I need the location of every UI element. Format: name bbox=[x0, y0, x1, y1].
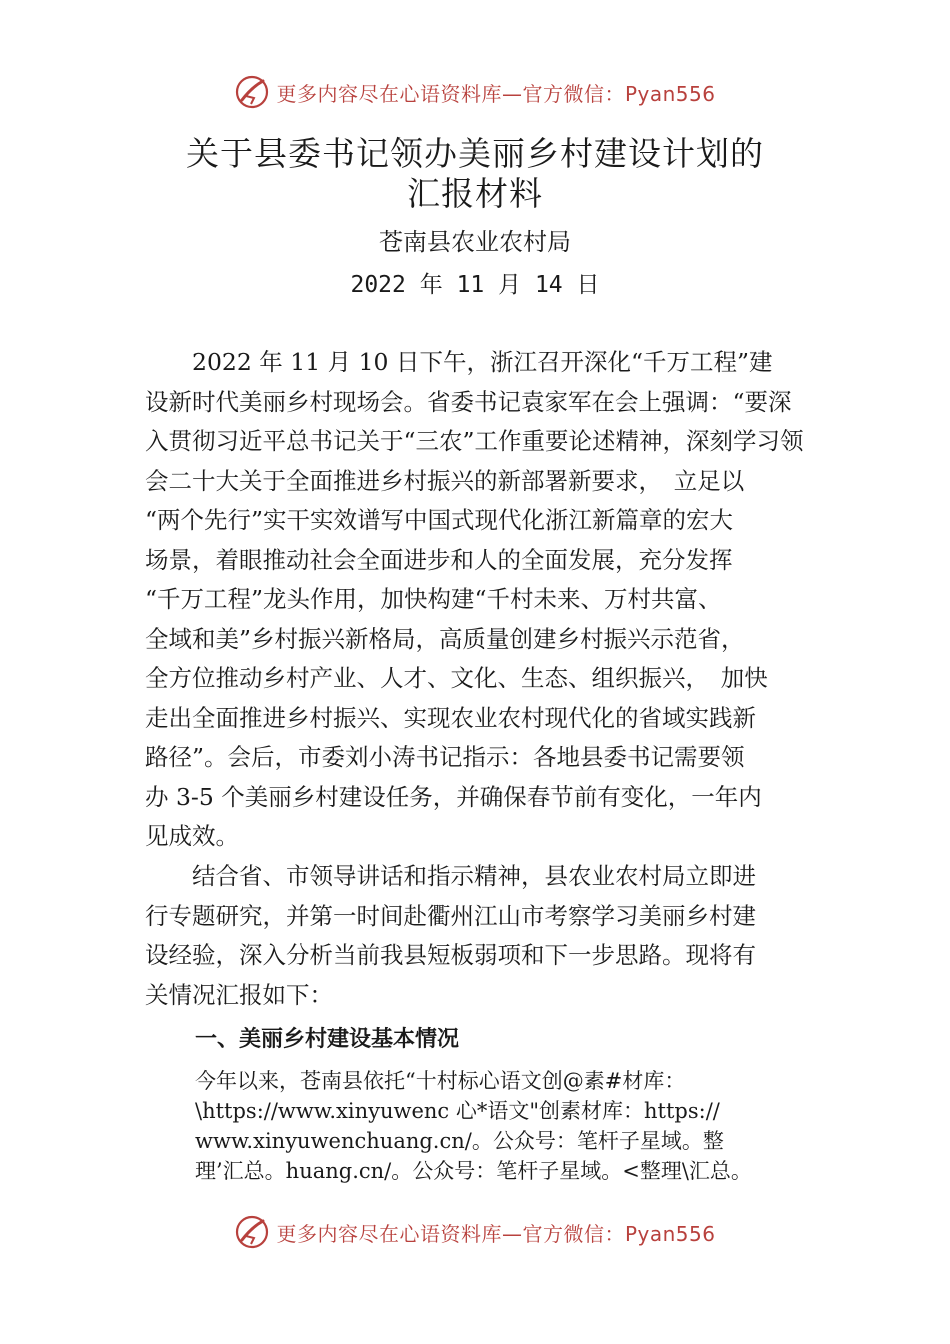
watermark-footer bbox=[0, 1212, 950, 1252]
text-line: www.xinyuwenchuang.cn/。公众号：笔杆子星域。整 bbox=[195, 1129, 724, 1153]
text-line: 结合省、市领导讲话和指示精神，县农业农村局立即进 bbox=[145, 862, 756, 890]
text-line: 会二十大关于全面推进乡村振兴的新部署新要求， 立足以 bbox=[145, 466, 745, 495]
watermark-logo-icon bbox=[234, 1214, 270, 1250]
watermark-text: 更多内容尽在心语资料库—官方微信：Pyan556 bbox=[276, 1221, 716, 1246]
text-line: 全域和美”乡村振兴新格局，高质量创建乡村振兴示范省， bbox=[145, 624, 745, 653]
document-title-line-2: 汇报材料 bbox=[407, 174, 543, 213]
text-line: 全方位推动乡村产业、人才、文化、生态、组织振兴， 加快 bbox=[145, 664, 768, 692]
text-line: “千万工程”龙头作用，加快构建“千村未来、万村共富、 bbox=[145, 585, 722, 613]
text-line: 理’汇总。huang.cn/。公众号：笔杆子星域。<整理\汇总。 bbox=[195, 1159, 752, 1183]
text-line: \https://www.xinyuwenc 心*语文"创素材库：https:// bbox=[195, 1099, 720, 1123]
text-line: 2022 年 11 月 10 日下午，浙江召开深化“千万工程”建 bbox=[145, 348, 773, 376]
watermark-header bbox=[0, 72, 950, 112]
document-date: 2022 年 11 月 14 日 bbox=[350, 272, 600, 298]
text-line: 走出全面推进乡村振兴、实现农业农村现代化的省域实践新 bbox=[145, 703, 756, 732]
text-line: 路径”。会后，市委刘小涛书记指示：各地县委书记需要领 bbox=[145, 743, 745, 771]
text-line: 关情况汇报如下： bbox=[145, 980, 333, 1009]
paragraph-1 bbox=[145, 343, 804, 857]
document-title-line-1: 关于县委书记领办美丽乡村建设计划的 bbox=[186, 134, 764, 173]
paragraph-2 bbox=[145, 857, 756, 1015]
text-line: 行专题研究，并第一时间赴衢州江山市考察学习美丽乡村建 bbox=[145, 901, 756, 930]
text-line: “两个先行”实干实效谱写中国式现代化浙江新篇章的宏大 bbox=[145, 506, 734, 534]
text-line: 办 3-5 个美丽乡村建设任务，并确保春节前有变化，一年内 bbox=[145, 782, 762, 811]
text-line: 入贯彻习近平总书记关于“三农”工作重要论述精神，深刻学习领 bbox=[145, 427, 804, 455]
text-line: 场景，着眼推动社会全面进步和人的全面发展，充分发挥 bbox=[145, 545, 733, 574]
text-line: 设新时代美丽乡村现场会。省委书记袁家军在会上强调：“要深 bbox=[145, 387, 792, 416]
watermark-text: 更多内容尽在心语资料库—官方微信：Pyan556 bbox=[276, 81, 716, 106]
text-line: 设经验，深入分析当前我县短板弱项和下一步思路。现将有 bbox=[145, 941, 756, 969]
text-line: 见成效。 bbox=[145, 822, 239, 850]
section-heading-1: 一、美丽乡村建设基本情况 bbox=[195, 1027, 460, 1052]
paragraph-3 bbox=[195, 1066, 752, 1186]
issuing-organization: 苍南县农业农村局 bbox=[379, 228, 571, 256]
text-line: 今年以来，苍南县依托“十村标心语文创@素#材库： bbox=[195, 1069, 686, 1093]
watermark-logo-icon bbox=[234, 74, 270, 110]
